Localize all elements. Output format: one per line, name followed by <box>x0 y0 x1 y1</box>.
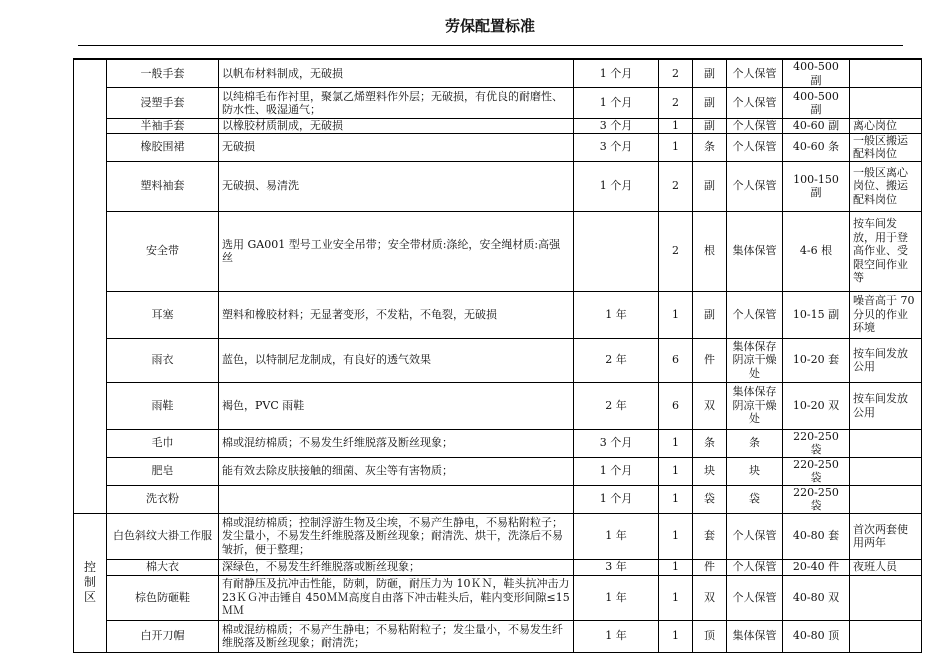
annual-amount-cell: 10-20 套 <box>783 338 850 382</box>
description-cell: 塑料和橡胶材料；无显著变形，不发粘，不龟裂，无破损 <box>219 291 574 338</box>
custody-cell: 个人保管 <box>727 59 783 88</box>
item-name-cell: 棕色防砸鞋 <box>107 575 219 620</box>
custody-cell: 袋 <box>727 485 783 513</box>
annual-amount-cell: 40-80 双 <box>783 575 850 620</box>
table-row <box>74 382 922 429</box>
unit-cell: 条 <box>693 429 727 457</box>
custody-cell: 个人保管 <box>727 119 783 134</box>
annual-amount-cell: 20-40 件 <box>783 559 850 575</box>
item-name-cell: 白色斜纹大褂工作服 <box>107 513 219 559</box>
unit-cell: 条 <box>693 133 727 161</box>
annual-amount-cell: 100-150 副 <box>783 161 850 211</box>
annual-amount-cell: 40-60 副 <box>783 119 850 134</box>
annual-amount-cell: 400-500 副 <box>783 88 850 119</box>
remark-cell <box>850 575 922 620</box>
custody-cell: 个人保管 <box>727 133 783 161</box>
unit-cell: 双 <box>693 382 727 429</box>
remark-cell: 离心岗位 <box>850 119 922 134</box>
table-row <box>74 119 922 134</box>
quantity-cell: 1 <box>659 559 693 575</box>
table-row <box>74 88 922 119</box>
annual-amount-cell: 40-80 顶 <box>783 620 850 652</box>
table-row <box>74 429 922 457</box>
table-row <box>74 513 922 559</box>
custody-cell: 个人保管 <box>727 291 783 338</box>
item-name-cell: 半袖手套 <box>107 119 219 134</box>
item-name-cell: 安全带 <box>107 211 219 291</box>
table-row <box>74 575 922 620</box>
quantity-cell: 1 <box>659 575 693 620</box>
table-row <box>74 291 922 338</box>
item-name-cell: 雨鞋 <box>107 382 219 429</box>
quantity-cell: 6 <box>659 382 693 429</box>
cycle-cell: 3 个月 <box>574 119 659 134</box>
quantity-cell: 2 <box>659 211 693 291</box>
quantity-cell: 2 <box>659 161 693 211</box>
table-row <box>74 620 922 652</box>
cycle-cell: 1 个月 <box>574 59 659 88</box>
page-title: 劳保配置标准 <box>444 17 535 35</box>
unit-cell: 副 <box>693 119 727 134</box>
description-cell: 以帆布材料制成，无破损 <box>219 59 574 88</box>
item-name-cell: 耳塞 <box>107 291 219 338</box>
table-row <box>74 559 922 575</box>
description-cell: 有耐静压及抗冲击性能，防刺，防砸，耐压力为 10ＫＮ，鞋头抗冲击力 23ＫＧ冲击锤自 450ＭＭ高度自由落下冲击鞋头后，鞋内变形间隙≤15ＭＭ <box>219 575 574 620</box>
item-name-cell: 棉大衣 <box>107 559 219 575</box>
cycle-cell: 1 个月 <box>574 485 659 513</box>
custody-cell: 条 <box>727 429 783 457</box>
cycle-cell: 1 个月 <box>574 88 659 119</box>
unit-cell: 副 <box>693 88 727 119</box>
unit-cell: 根 <box>693 211 727 291</box>
custody-cell: 个人保管 <box>727 161 783 211</box>
remark-cell <box>850 457 922 485</box>
quantity-cell: 1 <box>659 513 693 559</box>
quantity-cell: 6 <box>659 338 693 382</box>
item-name-cell: 一般手套 <box>107 59 219 88</box>
custody-cell: 块 <box>727 457 783 485</box>
zone-label: 控制区 <box>83 560 96 604</box>
description-cell: 棉或混纺棉质；不易产生静电；不易粘附粒子；发尘量小，不易发生纤维脱落及断丝现象；耐清洗； <box>219 620 574 652</box>
description-cell: 棉或混纺棉质；不易发生纤维脱落及断丝现象； <box>219 429 574 457</box>
remark-cell: 夜班人员 <box>850 559 922 575</box>
annual-amount-cell: 220-250 袋 <box>783 429 850 457</box>
unit-cell: 袋 <box>693 485 727 513</box>
annual-amount-cell: 220-250 袋 <box>783 485 850 513</box>
cycle-cell <box>574 211 659 291</box>
quantity-cell: 1 <box>659 429 693 457</box>
description-cell: 无破损 <box>219 133 574 161</box>
description-cell: 选用 GA001 型号工业安全吊带；安全带材质:涤纶，安全绳材质:高强丝 <box>219 211 574 291</box>
unit-cell: 件 <box>693 559 727 575</box>
remark-cell: 首次两套使用两年 <box>850 513 922 559</box>
custody-cell: 个人保管 <box>727 513 783 559</box>
unit-cell: 件 <box>693 338 727 382</box>
description-cell: 深绿色，不易发生纤维脱落或断丝现象； <box>219 559 574 575</box>
quantity-cell: 1 <box>659 457 693 485</box>
description-cell: 褐色，PVC 雨鞋 <box>219 382 574 429</box>
table-row <box>74 133 922 161</box>
custody-cell: 个人保管 <box>727 575 783 620</box>
quantity-cell: 1 <box>659 133 693 161</box>
unit-cell: 双 <box>693 575 727 620</box>
custody-cell: 个人保管 <box>727 88 783 119</box>
remark-cell: 按车间发放，用于登高作业、受限空间作业等 <box>850 211 922 291</box>
unit-cell: 套 <box>693 513 727 559</box>
quantity-cell: 1 <box>659 620 693 652</box>
item-name-cell: 毛巾 <box>107 429 219 457</box>
table-row <box>74 59 922 88</box>
annual-amount-cell: 40-60 条 <box>783 133 850 161</box>
cycle-cell: 3 个月 <box>574 429 659 457</box>
table-row <box>74 211 922 291</box>
quantity-cell: 2 <box>659 59 693 88</box>
unit-cell: 副 <box>693 59 727 88</box>
remark-cell: 按车间发放公用 <box>850 338 922 382</box>
cycle-cell: 2 年 <box>574 338 659 382</box>
ppe-standard-table <box>73 58 922 653</box>
cycle-cell: 1 个月 <box>574 161 659 211</box>
custody-cell: 集体保管 <box>727 620 783 652</box>
cycle-cell: 1 年 <box>574 513 659 559</box>
annual-amount-cell: 10-20 双 <box>783 382 850 429</box>
item-name-cell: 白开刀帽 <box>107 620 219 652</box>
remark-cell: 按车间发放公用 <box>850 382 922 429</box>
unit-cell: 顶 <box>693 620 727 652</box>
unit-cell: 副 <box>693 291 727 338</box>
remark-cell <box>850 59 922 88</box>
custody-cell: 集体保管 <box>727 211 783 291</box>
remark-cell <box>850 620 922 652</box>
description-cell <box>219 485 574 513</box>
table-row <box>74 338 922 382</box>
item-name-cell: 肥皂 <box>107 457 219 485</box>
annual-amount-cell: 10-15 副 <box>783 291 850 338</box>
cycle-cell: 2 年 <box>574 382 659 429</box>
remark-cell: 噪音高于 70 分贝的作业环境 <box>850 291 922 338</box>
annual-amount-cell: 4-6 根 <box>783 211 850 291</box>
quantity-cell: 2 <box>659 88 693 119</box>
remark-cell <box>850 429 922 457</box>
unit-cell: 副 <box>693 161 727 211</box>
item-name-cell: 浸塑手套 <box>107 88 219 119</box>
quantity-cell: 1 <box>659 119 693 134</box>
table-row <box>74 485 922 513</box>
table-row <box>74 457 922 485</box>
custody-cell: 集体保存阴凉干燥处 <box>727 382 783 429</box>
remark-cell: 一般区搬运配料岗位 <box>850 133 922 161</box>
annual-amount-cell: 40-80 套 <box>783 513 850 559</box>
custody-cell: 集体保存阴凉干燥处 <box>727 338 783 382</box>
annual-amount-cell: 220-250 袋 <box>783 457 850 485</box>
item-name-cell: 洗衣粉 <box>107 485 219 513</box>
table-row <box>74 161 922 211</box>
cycle-cell: 1 个月 <box>574 457 659 485</box>
description-cell: 能有效去除皮肤接触的细菌、灰尘等有害物质； <box>219 457 574 485</box>
custody-cell: 个人保管 <box>727 559 783 575</box>
quantity-cell: 1 <box>659 291 693 338</box>
item-name-cell: 塑料袖套 <box>107 161 219 211</box>
zone-cell <box>74 513 107 652</box>
title-divider <box>78 45 903 46</box>
cycle-cell: 1 年 <box>574 291 659 338</box>
cycle-cell: 3 个月 <box>574 133 659 161</box>
description-cell: 棉或混纺棉质；控制浮游生物及尘埃，不易产生静电，不易粘附粒子；发尘量小，不易发生纤维脱落及断丝现象；耐清洗、烘干，洗涤后不易皱折，便于整理； <box>219 513 574 559</box>
remark-cell <box>850 88 922 119</box>
cycle-cell: 3 年 <box>574 559 659 575</box>
zone-cell-blank <box>74 59 107 513</box>
cycle-cell: 1 年 <box>574 620 659 652</box>
remark-cell: 一般区离心岗位、搬运配料岗位 <box>850 161 922 211</box>
description-cell: 以纯棉毛布作衬里，聚氯乙烯塑料作外层；无破损，有优良的耐磨性、防水性、吸湿通气； <box>219 88 574 119</box>
quantity-cell: 1 <box>659 485 693 513</box>
description-cell: 无破损、易清洗 <box>219 161 574 211</box>
description-cell: 蓝色，以特制尼龙制成，有良好的透气效果 <box>219 338 574 382</box>
annual-amount-cell: 400-500 副 <box>783 59 850 88</box>
remark-cell <box>850 485 922 513</box>
unit-cell: 块 <box>693 457 727 485</box>
cycle-cell: 1 年 <box>574 575 659 620</box>
description-cell: 以橡胶材质制成，无破损 <box>219 119 574 134</box>
item-name-cell: 橡胶围裙 <box>107 133 219 161</box>
item-name-cell: 雨衣 <box>107 338 219 382</box>
